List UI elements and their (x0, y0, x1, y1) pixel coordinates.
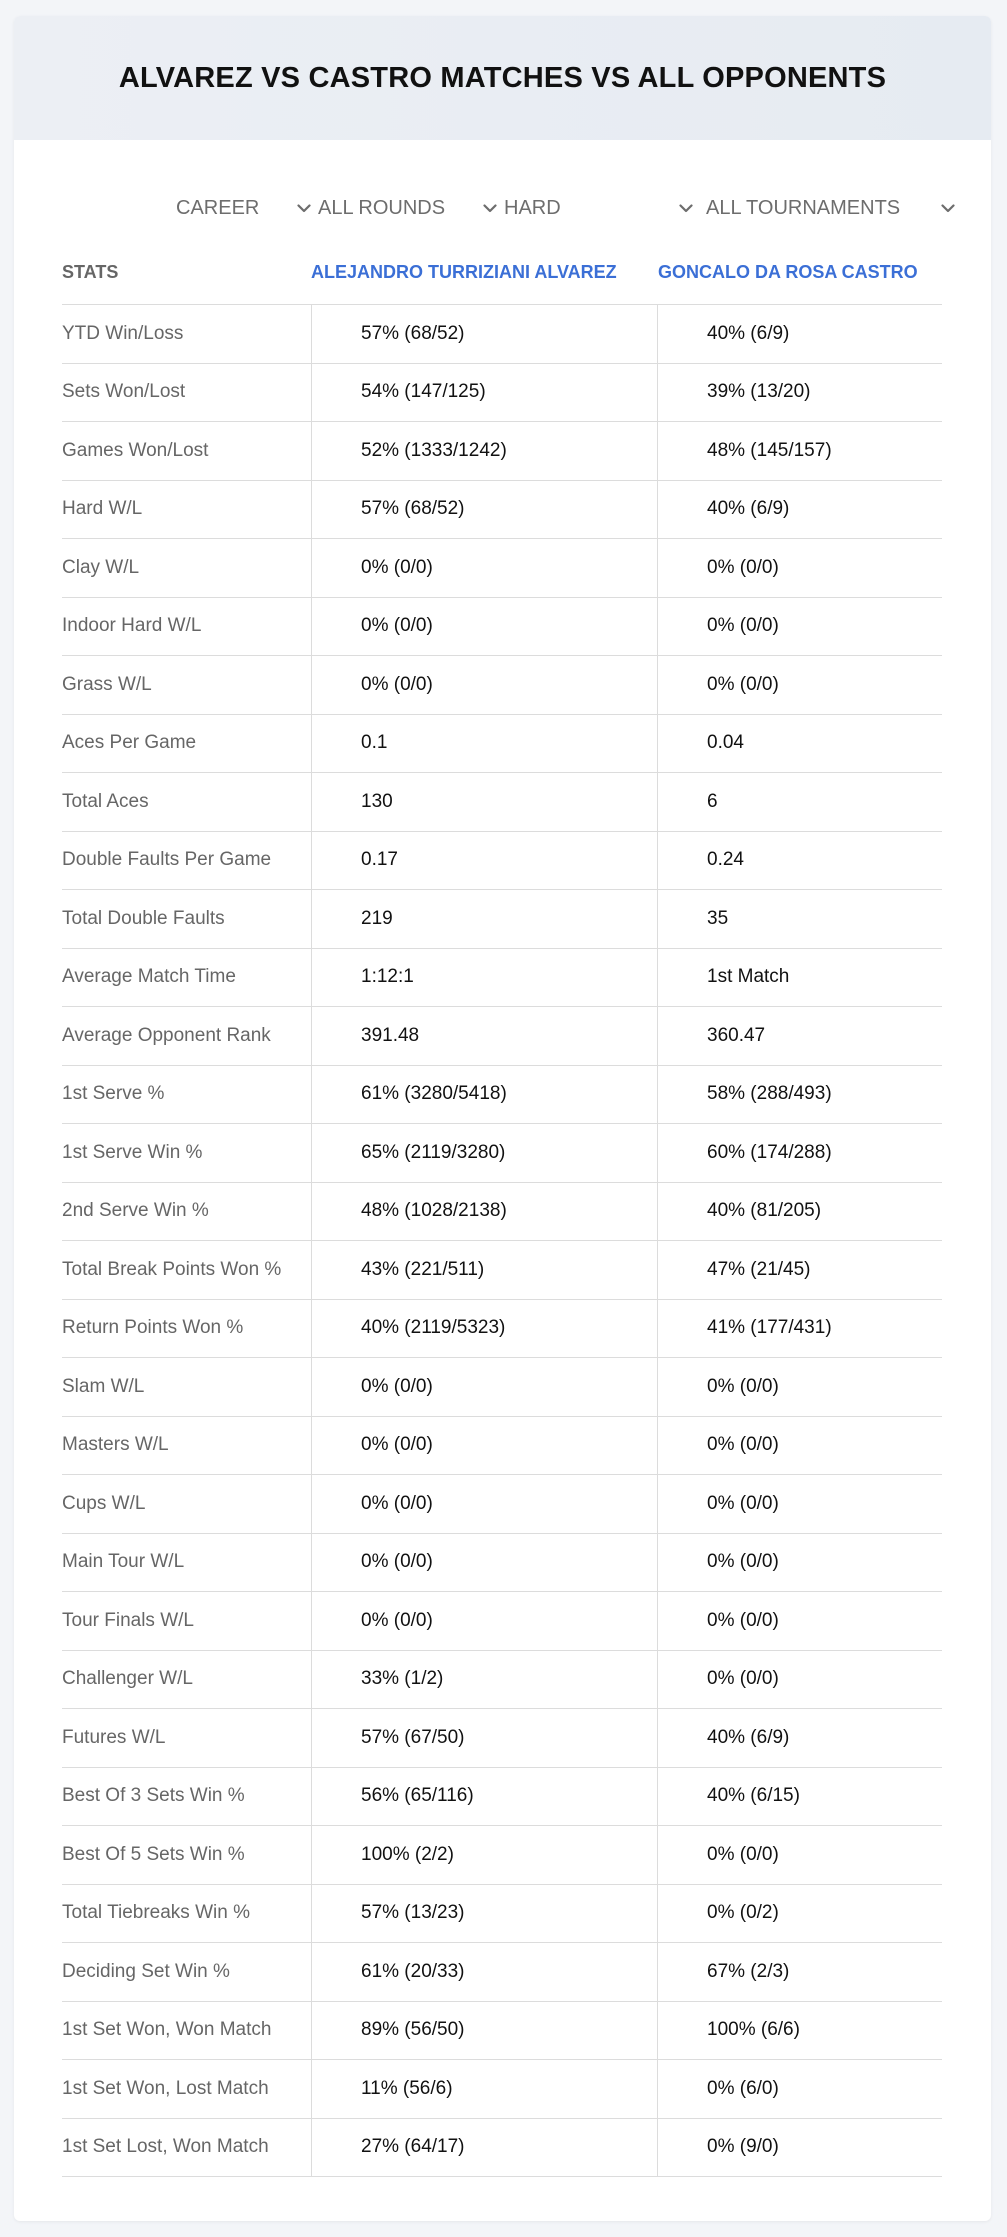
player2-stat-value: 6 (657, 773, 942, 831)
player1-stat-value: 57% (13/23) (311, 1885, 657, 1943)
card-header (14, 16, 991, 140)
table-row (62, 422, 942, 481)
stat-label: Total Tiebreaks Win % (62, 1902, 250, 1924)
player2-stat-value: 0% (0/0) (657, 1592, 942, 1650)
player2-link[interactable]: GONCALO DA ROSA CASTRO (658, 261, 918, 282)
player2-stat-value: 60% (174/288) (657, 1124, 942, 1182)
stat-label: 2nd Serve Win % (62, 1200, 209, 1222)
stat-label: Main Tour W/L (62, 1551, 185, 1573)
player2-stat-value: 35 (657, 890, 942, 948)
table-row (62, 832, 942, 891)
stat-label: Masters W/L (62, 1434, 169, 1456)
table-row (62, 1885, 942, 1944)
player2-stat-value: 0% (6/0) (657, 2060, 942, 2118)
player1-stat-value: 40% (2119/5323) (311, 1300, 657, 1358)
player2-stat-value: 40% (6/9) (657, 481, 942, 539)
stats-table (62, 240, 942, 2177)
player2-stat-value: 0% (0/0) (657, 656, 942, 714)
stat-label: Double Faults Per Game (62, 849, 272, 871)
stat-label: Total Aces (62, 790, 149, 812)
player1-stat-value: 219 (311, 890, 657, 948)
stat-label: Best Of 3 Sets Win % (62, 1785, 245, 1807)
table-row (62, 364, 942, 423)
player2-stat-value: 0% (0/0) (657, 1826, 942, 1884)
table-row (62, 715, 942, 774)
table-row (62, 481, 942, 540)
period-dropdown-value: CAREER (176, 196, 260, 219)
player1-stat-value: 100% (2/2) (311, 1826, 657, 1884)
player1-stat-value: 48% (1028/2138) (311, 1183, 657, 1241)
player1-link[interactable]: ALEJANDRO TURRIZIANI ALVAREZ (311, 261, 617, 282)
player2-stat-value: 0% (0/2) (657, 1885, 942, 1943)
stat-label: Grass W/L (62, 673, 152, 695)
player1-stat-value: 0.17 (311, 832, 657, 890)
rounds-dropdown[interactable] (318, 188, 498, 228)
player2-stat-value: 67% (2/3) (657, 1943, 942, 2001)
player1-stat-value: 0% (0/0) (311, 1475, 657, 1533)
table-row (62, 1358, 942, 1417)
table-row (62, 2002, 942, 2061)
table-row (62, 1183, 942, 1242)
table-row (62, 2119, 942, 2178)
table-row (62, 1066, 942, 1125)
table-row (62, 1826, 942, 1885)
stat-label: Cups W/L (62, 1492, 146, 1514)
player1-stat-value: 56% (65/116) (311, 1768, 657, 1826)
period-dropdown[interactable] (176, 188, 312, 228)
page-title: ALVAREZ VS CASTRO MATCHES VS ALL OPPONENTS (118, 61, 887, 94)
surface-dropdown-value: HARD (504, 196, 561, 219)
stat-label: Tour Finals W/L (62, 1609, 194, 1631)
player1-stat-value: 391.48 (311, 1007, 657, 1065)
filter-bar (14, 188, 991, 228)
table-row (62, 1768, 942, 1827)
player1-stat-value: 0% (0/0) (311, 656, 657, 714)
stats-column-header: STATS (62, 261, 119, 282)
player1-stat-value: 11% (56/6) (311, 2060, 657, 2118)
player1-stat-value: 0% (0/0) (311, 598, 657, 656)
player2-stat-value: 360.47 (657, 1007, 942, 1065)
player2-stat-value: 0.24 (657, 832, 942, 890)
chevron-down-icon (678, 200, 694, 216)
stat-label: Average Opponent Rank (62, 1024, 271, 1046)
stat-label: Clay W/L (62, 556, 140, 578)
stat-label: 1st Set Lost, Won Match (62, 2136, 269, 2158)
player1-stat-value: 0% (0/0) (311, 1592, 657, 1650)
player1-stat-value: 0% (0/0) (311, 1358, 657, 1416)
player1-stat-value: 54% (147/125) (311, 364, 657, 422)
player2-stat-value: 0% (0/0) (657, 1534, 942, 1592)
player2-stat-value: 40% (81/205) (657, 1183, 942, 1241)
stat-label: Deciding Set Win % (62, 1960, 230, 1982)
table-row (62, 598, 942, 657)
player1-stat-value: 33% (1/2) (311, 1651, 657, 1709)
stat-label: YTD Win/Loss (62, 322, 184, 344)
player2-stat-value: 0% (0/0) (657, 539, 942, 597)
table-row (62, 1241, 942, 1300)
table-row (62, 890, 942, 949)
player2-stat-value: 40% (6/9) (657, 305, 942, 363)
player2-stat-value: 0% (0/0) (657, 598, 942, 656)
player1-stat-value: 61% (3280/5418) (311, 1066, 657, 1124)
tournaments-dropdown[interactable] (706, 188, 956, 228)
player2-stat-value: 58% (288/493) (657, 1066, 942, 1124)
player2-stat-value: 1st Match (657, 949, 942, 1007)
table-row (62, 1709, 942, 1768)
stat-label: Total Double Faults (62, 907, 225, 929)
player1-stat-value: 0% (0/0) (311, 539, 657, 597)
player2-stat-value: 40% (6/9) (657, 1709, 942, 1767)
player2-stat-value: 0% (9/0) (657, 2119, 942, 2177)
stat-label: 1st Set Won, Lost Match (62, 2077, 269, 2099)
stats-card (14, 16, 991, 2221)
table-row (62, 2060, 942, 2119)
player1-stat-value: 65% (2119/3280) (311, 1124, 657, 1182)
stat-label: Best Of 5 Sets Win % (62, 1843, 245, 1865)
player1-stat-value: 0.1 (311, 715, 657, 773)
player1-stat-value: 43% (221/511) (311, 1241, 657, 1299)
table-row (62, 539, 942, 598)
table-row (62, 305, 942, 364)
table-row (62, 949, 942, 1008)
stat-label: Games Won/Lost (62, 439, 209, 461)
player2-stat-value: 0% (0/0) (657, 1358, 942, 1416)
stat-label: Slam W/L (62, 1375, 145, 1397)
player1-stat-value: 57% (68/52) (311, 481, 657, 539)
table-row (62, 1417, 942, 1476)
stat-label: Total Break Points Won % (62, 1258, 282, 1280)
player1-stat-value: 57% (68/52) (311, 305, 657, 363)
stat-label: Average Match Time (62, 966, 236, 988)
stat-label: Aces Per Game (62, 732, 197, 754)
surface-dropdown[interactable] (504, 188, 694, 228)
player2-stat-value: 40% (6/15) (657, 1768, 942, 1826)
table-row (62, 656, 942, 715)
table-row (62, 1300, 942, 1359)
player1-stat-value: 130 (311, 773, 657, 831)
table-row (62, 1943, 942, 2002)
player1-stat-value: 57% (67/50) (311, 1709, 657, 1767)
stat-label: Indoor Hard W/L (62, 615, 202, 637)
table-row (62, 1007, 942, 1066)
stat-label: Challenger W/L (62, 1668, 193, 1690)
table-row (62, 1592, 942, 1651)
chevron-down-icon (482, 200, 498, 216)
stat-label: 1st Set Won, Won Match (62, 2019, 272, 2041)
stat-label: 1st Serve % (62, 1083, 165, 1105)
table-row (62, 1475, 942, 1534)
player2-stat-value: 0% (0/0) (657, 1475, 942, 1533)
player2-stat-value: 100% (6/6) (657, 2002, 942, 2060)
player1-stat-value: 27% (64/17) (311, 2119, 657, 2177)
player1-stat-value: 52% (1333/1242) (311, 422, 657, 480)
player2-stat-value: 39% (13/20) (657, 364, 942, 422)
chevron-down-icon (940, 200, 956, 216)
player1-stat-value: 0% (0/0) (311, 1534, 657, 1592)
stat-label: Sets Won/Lost (62, 381, 186, 403)
stat-label: 1st Serve Win % (62, 1141, 203, 1163)
table-row (62, 1651, 942, 1710)
player2-stat-value: 47% (21/45) (657, 1241, 942, 1299)
table-row (62, 1124, 942, 1183)
player1-stat-value: 89% (56/50) (311, 2002, 657, 2060)
player1-stat-value: 1:12:1 (311, 949, 657, 1007)
player2-stat-value: 0.04 (657, 715, 942, 773)
stat-label: Return Points Won % (62, 1317, 244, 1339)
table-body (62, 305, 942, 2177)
player2-stat-value: 0% (0/0) (657, 1651, 942, 1709)
table-row (62, 773, 942, 832)
player2-stat-value: 41% (177/431) (657, 1300, 942, 1358)
player1-stat-value: 61% (20/33) (311, 1943, 657, 2001)
table-row (62, 1534, 942, 1593)
stat-label: Hard W/L (62, 498, 143, 520)
player2-stat-value: 48% (145/157) (657, 422, 942, 480)
table-header (62, 240, 942, 305)
player2-stat-value: 0% (0/0) (657, 1417, 942, 1475)
player1-stat-value: 0% (0/0) (311, 1417, 657, 1475)
tournaments-dropdown-value: ALL TOURNAMENTS (706, 196, 901, 219)
stat-label: Futures W/L (62, 1726, 166, 1748)
rounds-dropdown-value: ALL ROUNDS (318, 196, 446, 219)
chevron-down-icon (296, 200, 312, 216)
